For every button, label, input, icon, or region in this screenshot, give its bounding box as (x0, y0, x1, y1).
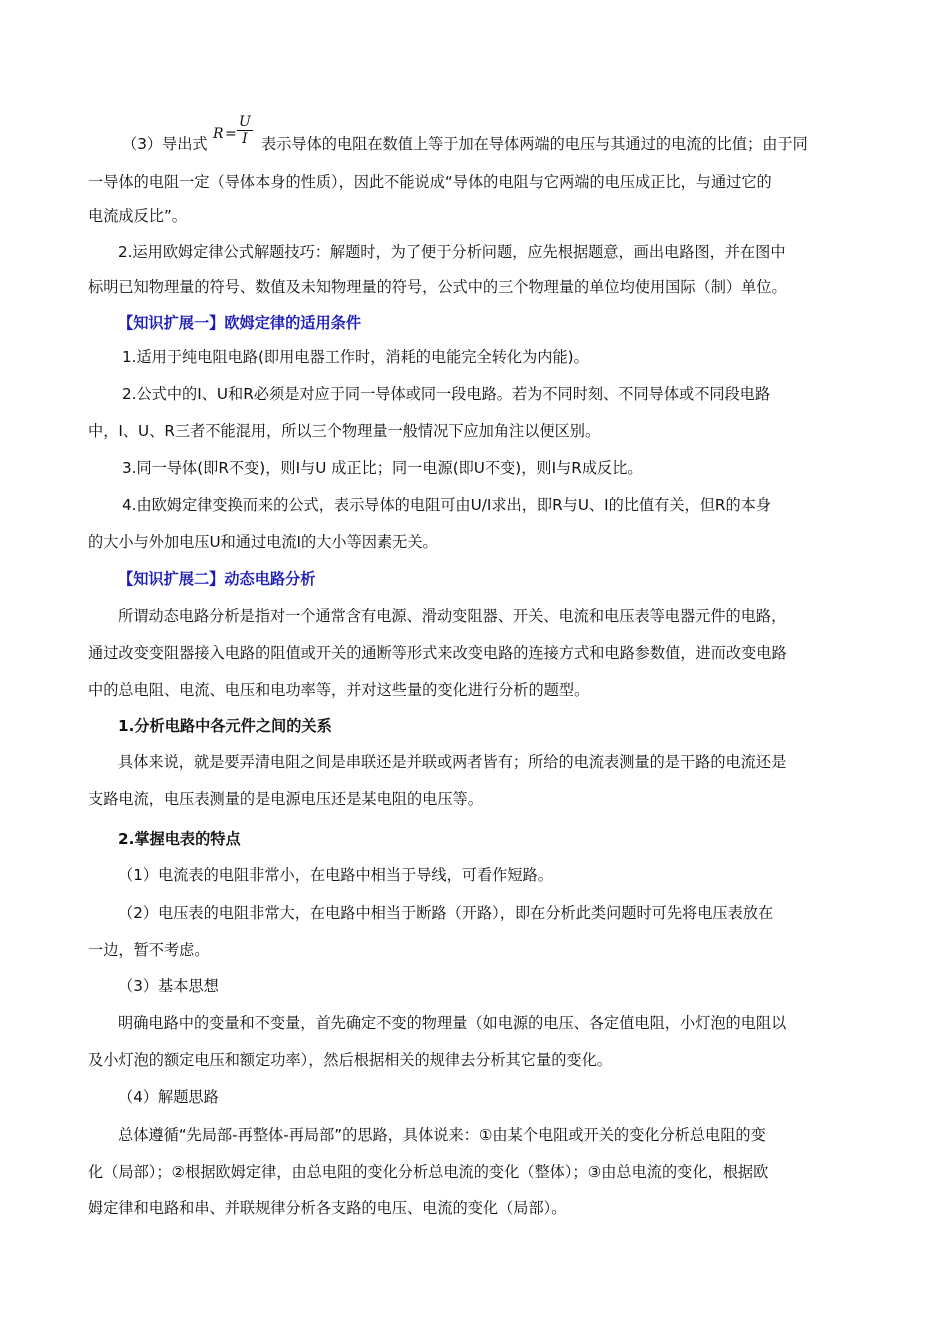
text-run: 支路电流，电压表测量的是电源电压还是某电阻的电压等。 (88, 790, 483, 808)
text-run: 化（局部）；②根据欧姆定律，由总电阻的变化分析总电流的变化（整体）；③由总电流的变化，根据欧 (88, 1163, 769, 1181)
formula-fraction (237, 114, 253, 147)
heading-text: 【知识扩展一】欧姆定律的适用条件 (118, 314, 361, 332)
heading-text: 2.掌握电表的特点 (118, 830, 241, 848)
text-run: （3）基本思想 (118, 977, 219, 995)
text-run: 明确电路中的变量和不变量，首先确定不变的物理量（如电源的电压、各定值电阻，小灯泡的电阻以 (118, 1014, 787, 1032)
text-run: 一导体的电阻一定（导体本身的性质），因此不能说成“导体的电阻与它两端的电压成正比，与通过它的 (88, 173, 772, 191)
text-run: 总体遵循“先局部-再整体-再局部”的思路，具体说来：①由某个电阻或开关的变化分析总电阻的变 (118, 1126, 766, 1144)
text-run: 及小灯泡的额定电压和额定功率），然后根据相关的规律去分析其它量的变化。 (88, 1051, 612, 1069)
text-run: 的大小与外加电压U和通过电流I的大小等因素无关。 (88, 533, 438, 551)
text-run: （1）电流表的电阻非常小，在电路中相当于导线，可看作短路。 (118, 866, 553, 884)
text-run: 4.由欧姆定律变换而来的公式，表示导体的电阻可由U/I求出，即R与U、I的比值有关，但R的本身 (122, 496, 772, 514)
heading-text: 1.分析电路中各元件之间的关系 (118, 717, 332, 735)
text-run: 2.公式中的I、U和R必须是对应于同一导体或同一段电路。若为不同时刻、不同导体或不同段电路 (122, 385, 771, 403)
text-run: （4）解题思路 (118, 1088, 219, 1106)
formula-lhs: R (213, 126, 224, 142)
text-run: 所谓动态电路分析是指对一个通常含有电源、滑动变阻器、开关、电流和电压表等电器元件的电路， (118, 607, 787, 625)
text-run: 表示导体的电阻在数值上等于加在导体两端的电压与其通过的电流的比值；由于同 (261, 135, 808, 153)
text-run: 2.运用欧姆定律公式解题技巧：解题时，为了便于分析问题，应先根据题意，画出电路图，并在图中 (118, 243, 786, 261)
formula-numerator: U (239, 114, 251, 130)
text-run: 中，I、U、R三者不能混用，所以三个物理量一般情况下应加角注以便区别。 (88, 422, 601, 440)
text-run: 通过改变变阻器接入电路的阻值或开关的通断等形式来改变电路的连接方式和电路参数值，进而改变电路 (88, 644, 787, 662)
text-run: 3.同一导体(即R不变)，则I与U 成正比；同一电源(即U不变)，则I与R成反比。 (122, 459, 643, 477)
text-run: 具体来说，就是要弄清电阻之间是串联还是并联或两者皆有；所给的电流表测量的是干路的电流还是 (118, 753, 787, 771)
formula-equals: = (225, 126, 237, 142)
text-run: （2）电压表的电阻非常大，在电路中相当于断路（开路），即在分析此类问题时可先将电压表放在 (118, 904, 774, 922)
text-run: 中的总电阻、电流、电压和电功率等，并对这些量的变化进行分析的题型。 (88, 681, 590, 699)
text-run: 电流成反比”。 (88, 207, 187, 225)
text-run: 姆定律和电路和串、并联规律分析各支路的电压、电流的变化（局部）。 (88, 1199, 567, 1217)
heading-text: 【知识扩展二】动态电路分析 (118, 570, 316, 588)
text-run: 标明已知物理量的符号、数值及未知物理量的符号，公式中的三个物理量的单位均使用国际（制）单位。 (88, 278, 787, 296)
text-run: 一边，暂不考虑。 (88, 941, 210, 959)
text-run: （3）导出式 (122, 135, 208, 153)
formula-denominator: I (242, 131, 248, 147)
text-run: 1.适用于纯电阻电路(即用电器工作时，消耗的电能完全转化为内能)。 (122, 348, 589, 366)
